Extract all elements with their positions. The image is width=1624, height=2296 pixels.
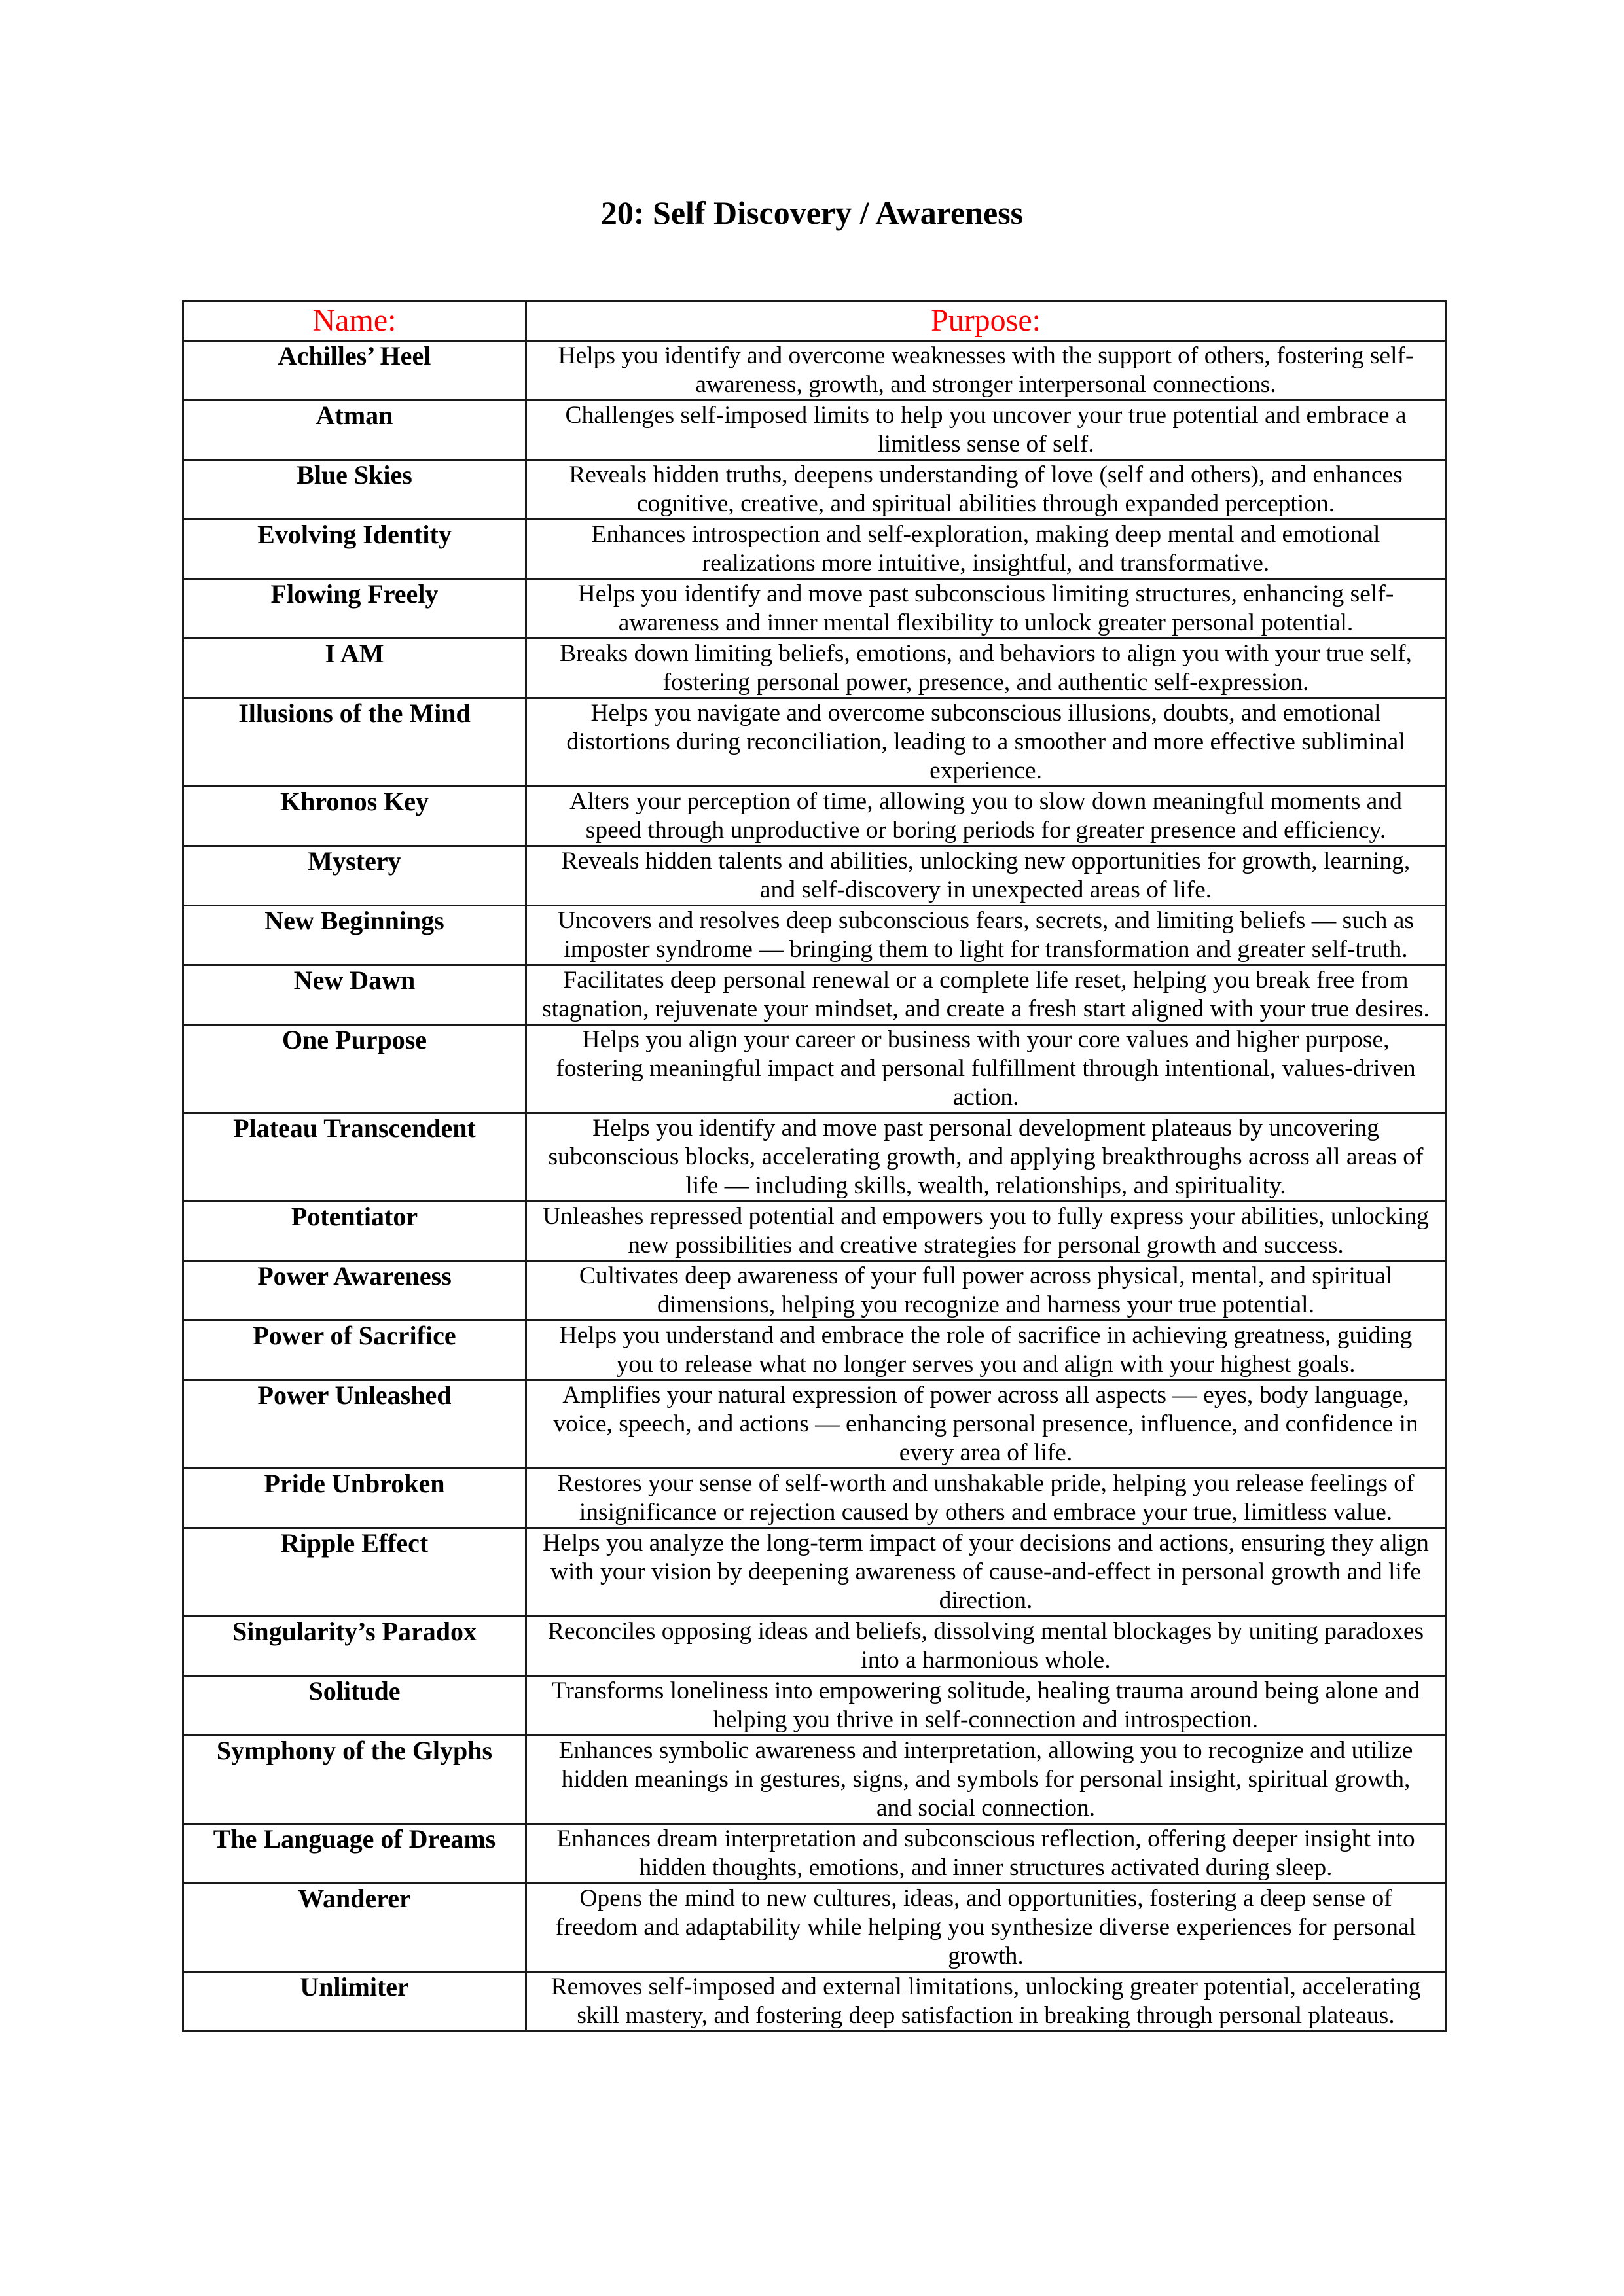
table-row: [183, 1972, 1446, 2032]
row-purpose: [526, 698, 1446, 787]
purpose-line: stagnation, rejuvenate your mindset, and create a fresh start aligned with your true desires.: [542, 996, 1430, 1022]
header-purpose: Purpose:: [526, 302, 1446, 341]
purpose-line: Removes self-imposed and external limitations, unlocking greater potential, accelerating: [550, 1973, 1421, 2000]
purpose-line: dimensions, helping you recognize and harness your true potential.: [657, 1291, 1314, 1318]
table-row: [183, 1528, 1446, 1617]
row-name: New Dawn: [183, 965, 526, 1025]
row-name: Mystery: [183, 846, 526, 906]
purpose-line: hidden meanings in gestures, signs, and symbols for personal insight, spiritual growth,: [561, 1766, 1411, 1793]
row-purpose: [526, 341, 1446, 401]
purpose-line: Enhances dream interpretation and subconscious reflection, offering deeper insight into: [556, 1825, 1415, 1852]
purpose-line: speed through unproductive or boring periods for greater presence and efficiency.: [585, 817, 1386, 844]
purpose-line: you to release what no longer serves you and align with your highest goals.: [616, 1351, 1356, 1378]
table-header-row: [183, 302, 1446, 341]
row-purpose: [526, 579, 1446, 639]
purpose-line: Restores your sense of self-worth and unshakable pride, helping you release feelings of: [557, 1470, 1415, 1497]
table-row: [183, 1884, 1446, 1972]
purpose-line: Cultivates deep awareness of your full power across physical, mental, and spiritual: [579, 1263, 1393, 1289]
purpose-line: Unleashes repressed potential and empowers you to fully express your abilities, unlocking: [543, 1203, 1429, 1230]
header-name: Name:: [183, 302, 526, 341]
table-row: [183, 846, 1446, 906]
purpose-line: distortions during reconciliation, leading to a smoother and more effective subliminal: [566, 728, 1405, 755]
row-purpose: [526, 1736, 1446, 1824]
table-row: [183, 787, 1446, 846]
row-purpose: [526, 1321, 1446, 1380]
row-name: Plateau Transcendent: [183, 1113, 526, 1202]
purpose-line: helping you thrive in self-connection and introspection.: [713, 1706, 1259, 1733]
row-name: Pride Unbroken: [183, 1469, 526, 1528]
purpose-line: Amplifies your natural expression of power across all aspects — eyes, body language,: [562, 1382, 1409, 1408]
table-row: [183, 639, 1446, 698]
table-row: [183, 965, 1446, 1025]
row-purpose: [526, 1261, 1446, 1321]
purpose-line: Reconciles opposing ideas and beliefs, dissolving mental blockages by uniting paradoxes: [547, 1618, 1424, 1645]
row-name: Blue Skies: [183, 460, 526, 520]
table-row: [183, 520, 1446, 579]
table-row: [183, 460, 1446, 520]
row-purpose: [526, 787, 1446, 846]
purpose-line: realizations more intuitive, insightful, and transformative.: [702, 550, 1270, 577]
table-row: [183, 1469, 1446, 1528]
row-name: I AM: [183, 639, 526, 698]
purpose-line: Helps you align your career or business with your core values and higher purpose,: [582, 1026, 1390, 1053]
row-name: Illusions of the Mind: [183, 698, 526, 787]
purpose-line: voice, speech, and actions — enhancing personal presence, influence, and confidence in: [553, 1410, 1418, 1437]
row-name: The Language of Dreams: [183, 1824, 526, 1884]
purpose-line: Facilitates deep personal renewal or a complete life reset, helping you break free from: [563, 967, 1409, 994]
row-purpose: [526, 1972, 1446, 2032]
row-name: Khronos Key: [183, 787, 526, 846]
table-row: [183, 1202, 1446, 1261]
purpose-line: new possibilities and creative strategies for personal growth and success.: [628, 1232, 1344, 1259]
row-name: Evolving Identity: [183, 520, 526, 579]
purpose-line: awareness and inner mental flexibility to unlock greater personal potential.: [618, 609, 1354, 636]
row-purpose: [526, 1528, 1446, 1617]
row-purpose: [526, 1617, 1446, 1676]
row-purpose: [526, 1202, 1446, 1261]
purpose-line: Reveals hidden talents and abilities, unlocking new opportunities for growth, learning,: [561, 848, 1411, 874]
table-row: [183, 1736, 1446, 1824]
purpose-line: experience.: [929, 757, 1042, 784]
purpose-line: every area of life.: [899, 1439, 1073, 1466]
purpose-line: imposter syndrome — bringing them to light for transformation and greater self-truth.: [564, 936, 1408, 963]
purpose-line: fostering personal power, presence, and authentic self-expression.: [662, 669, 1309, 696]
table-row: [183, 698, 1446, 787]
table-row: [183, 1113, 1446, 1202]
purpose-line: Helps you navigate and overcome subconscious illusions, doubts, and emotional: [590, 700, 1381, 726]
purpose-line: Opens the mind to new cultures, ideas, and opportunities, fostering a deep sense of: [579, 1885, 1392, 1912]
row-name: One Purpose: [183, 1025, 526, 1113]
table-row: [183, 1321, 1446, 1380]
table-row: [183, 579, 1446, 639]
table-row: [183, 1380, 1446, 1469]
purpose-line: Enhances symbolic awareness and interpretation, allowing you to recognize and utilize: [558, 1737, 1413, 1764]
row-name: Solitude: [183, 1676, 526, 1736]
row-name: Power Unleashed: [183, 1380, 526, 1469]
row-purpose: [526, 1025, 1446, 1113]
purpose-line: freedom and adaptability while helping you synthesize diverse experiences for personal: [555, 1914, 1416, 1941]
row-purpose: [526, 846, 1446, 906]
purpose-line: awareness, growth, and stronger interpersonal connections.: [695, 371, 1276, 398]
row-name: Symphony of the Glyphs: [183, 1736, 526, 1824]
row-name: New Beginnings: [183, 906, 526, 965]
purpose-line: limitless sense of self.: [877, 431, 1094, 457]
purpose-line: into a harmonious whole.: [861, 1647, 1111, 1674]
purpose-line: Helps you analyze the long-term impact of your decisions and actions, ensuring they align: [543, 1530, 1429, 1556]
row-name: Achilles’ Heel: [183, 341, 526, 401]
purpose-line: action.: [952, 1084, 1019, 1111]
table-body: [183, 341, 1446, 2032]
row-name: Ripple Effect: [183, 1528, 526, 1617]
table-row: [183, 1261, 1446, 1321]
purpose-line: Helps you identify and move past subconscious limiting structures, enhancing self-: [577, 581, 1394, 607]
purpose-line: and self-discovery in unexpected areas of life.: [759, 876, 1212, 903]
row-purpose: [526, 460, 1446, 520]
purpose-line: hidden thoughts, emotions, and inner structures activated during sleep.: [639, 1854, 1333, 1881]
purpose-line: Challenges self-imposed limits to help you uncover your true potential and embrace a: [565, 402, 1407, 429]
row-purpose: [526, 1676, 1446, 1736]
purpose-line: direction.: [939, 1587, 1033, 1614]
row-purpose: [526, 965, 1446, 1025]
purpose-line: subconscious blocks, accelerating growth, and applying breakthroughs across all areas of: [548, 1143, 1424, 1170]
table-row: [183, 401, 1446, 460]
table-row: [183, 1025, 1446, 1113]
purpose-line: growth.: [948, 1943, 1024, 1969]
page-title: 20: Self Discovery / Awareness: [600, 194, 1024, 231]
row-name: Atman: [183, 401, 526, 460]
purpose-line: skill mastery, and fostering deep satisfaction in breaking through personal plateaus.: [577, 2002, 1395, 2029]
purpose-line: cognitive, creative, and spiritual abilities through expanded perception.: [636, 490, 1335, 517]
row-purpose: [526, 1884, 1446, 1972]
purpose-line: Transforms loneliness into empowering solitude, healing trauma around being alone and: [551, 1677, 1420, 1704]
row-name: Potentiator: [183, 1202, 526, 1261]
row-name: Wanderer: [183, 1884, 526, 1972]
row-purpose: [526, 1469, 1446, 1528]
purpose-line: Helps you identify and overcome weaknesses with the support of others, fostering self-: [558, 342, 1414, 369]
purpose-line: life — including skills, wealth, relationships, and spirituality.: [685, 1172, 1286, 1199]
purpose-line: Reveals hidden truths, deepens understanding of love (self and others), and enhances: [569, 461, 1403, 488]
subliminal-table: [182, 300, 1447, 2032]
purpose-line: fostering meaningful impact and personal fulfillment through intentional, values-driven: [556, 1055, 1416, 1082]
purpose-line: and social connection.: [876, 1795, 1096, 1821]
table-row: [183, 906, 1446, 965]
purpose-line: Enhances introspection and self-exploration, making deep mental and emotional: [591, 521, 1380, 548]
table-row: [183, 1617, 1446, 1676]
row-name: Power Awareness: [183, 1261, 526, 1321]
row-name: Singularity’s Paradox: [183, 1617, 526, 1676]
row-purpose: [526, 1824, 1446, 1884]
purpose-line: Breaks down limiting beliefs, emotions, and behaviors to align you with your true self,: [560, 640, 1412, 667]
table-row: [183, 341, 1446, 401]
row-name: Unlimiter: [183, 1972, 526, 2032]
purpose-line: Uncovers and resolves deep subconscious fears, secrets, and limiting beliefs — such as: [558, 907, 1414, 934]
row-purpose: [526, 906, 1446, 965]
purpose-line: with your vision by deepening awareness of cause-and-effect in personal growth and life: [550, 1558, 1422, 1585]
row-purpose: [526, 520, 1446, 579]
table-row: [183, 1676, 1446, 1736]
row-name: Flowing Freely: [183, 579, 526, 639]
purpose-line: Helps you identify and move past personal development plateaus by uncovering: [592, 1115, 1379, 1141]
row-purpose: [526, 401, 1446, 460]
purpose-line: insignificance or rejection caused by others and embrace your true, limitless value.: [579, 1499, 1393, 1526]
row-purpose: [526, 639, 1446, 698]
table-row: [183, 1824, 1446, 1884]
row-name: Power of Sacrifice: [183, 1321, 526, 1380]
row-purpose: [526, 1113, 1446, 1202]
purpose-line: Alters your perception of time, allowing you to slow down meaningful moments and: [569, 788, 1402, 815]
purpose-line: Helps you understand and embrace the role of sacrifice in achieving greatness, guiding: [559, 1322, 1413, 1349]
row-purpose: [526, 1380, 1446, 1469]
